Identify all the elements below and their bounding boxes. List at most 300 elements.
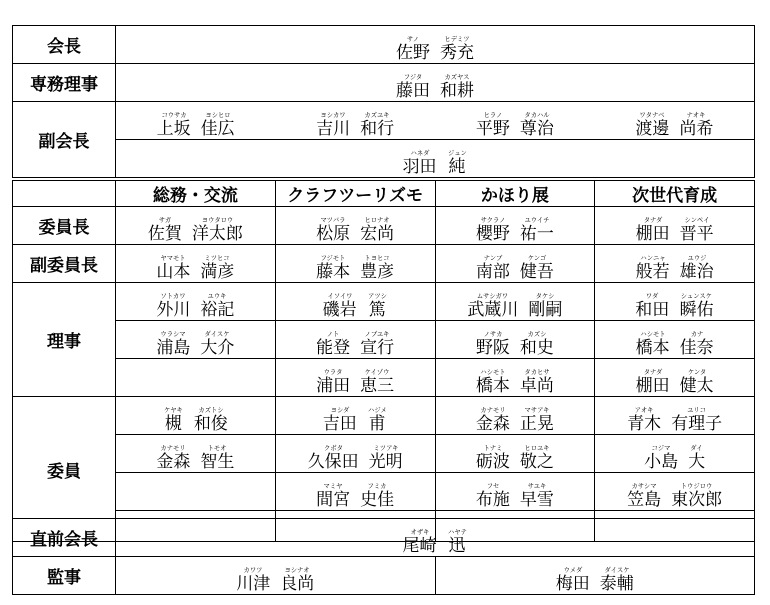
furigana: トナミ [483,444,503,452]
kanji-name: 智生 [200,452,235,472]
surname [476,406,510,434]
furigana: トモオ [207,444,227,452]
kanji-name: 棚田 [635,224,670,244]
surname [403,528,437,556]
managing-director-label: 専務理事 [13,64,116,102]
kanji-name: 金森 [475,414,510,434]
furigana: ハヤテ [447,528,467,536]
person-name [231,566,319,594]
kanji-name: 正晃 [519,414,554,434]
given-name [679,111,713,139]
column-header: クラフツーリズモ [275,181,435,207]
surname [627,482,661,510]
kanji-name: 上坂 [156,119,191,139]
furigana: ハシモト [640,330,666,338]
furigana: フジモト [320,254,346,262]
person-name [471,368,559,396]
kanji-name: 佳広 [200,119,235,139]
furigana: カナモリ [160,444,186,452]
person-name [158,406,233,434]
director-cell [275,359,435,397]
kanji-name: 布施 [475,490,510,510]
surname [635,292,669,320]
kanji-name: 和耕 [440,81,474,101]
given-name [192,216,243,244]
surname [556,566,590,594]
kanji-name: 橋本 [635,338,670,358]
given-name [679,292,714,320]
person-name [391,73,479,101]
kanji-name: 野阪 [475,338,510,358]
furigana: オザキ [410,528,429,536]
furigana: カズユキ [364,111,390,119]
person-name [311,330,399,358]
member-cell [435,397,595,435]
kanji-name: 宏尚 [360,224,395,244]
person-name [311,216,399,244]
surname [644,444,678,472]
person-name [303,444,408,472]
vice-president-cell [275,102,435,140]
kanji-name: 山本 [156,262,191,282]
furigana: ハネダ [410,149,430,157]
column-header: 次世代育成 [595,181,755,207]
vice-chair-label: 副委員長 [13,245,116,283]
member-cell [595,473,755,511]
member-cell [116,397,276,435]
vice-chair-cell [116,245,276,283]
given-name [360,254,394,282]
furigana: ダイ [690,444,703,452]
furigana: ソトカワ [160,292,186,300]
person-name [639,444,710,472]
furigana: カナモリ [480,406,506,414]
kanji-name: 浦島 [156,338,191,358]
vice-president-cell [595,102,755,140]
person-name [622,406,727,434]
surname [157,111,191,139]
surname [636,216,670,244]
person-name [152,111,240,139]
committee-table [12,180,755,542]
director-cell [435,283,595,321]
kanji-name: 雄治 [679,262,714,282]
kanji-name: 藤本 [316,262,351,282]
kanji-name: 尾崎 [402,536,437,556]
furigana: ノサカ [483,330,503,338]
person-name [471,330,559,358]
given-name [520,482,554,510]
furigana: ウラシマ [160,330,186,338]
given-name [688,444,705,472]
kanji-name: 宣行 [360,338,395,358]
surname [476,330,510,358]
surname [316,482,350,510]
surname [635,111,669,139]
member-cell [595,435,755,473]
kanji-name: 早雪 [519,490,554,510]
director-cell [595,283,755,321]
kanji-name: 外川 [156,300,191,320]
furigana: タケシ [535,292,555,300]
given-name [520,111,554,139]
furigana: カナ [690,330,703,338]
member-cell [275,397,435,435]
given-name [360,482,394,510]
furigana: タカハル [524,111,550,119]
kanji-name: 健太 [679,376,714,396]
kanji-name: 健吾 [519,262,554,282]
given-name [680,254,714,282]
furigana: マサアキ [524,406,550,414]
furigana: フジタ [403,73,423,81]
surname [323,292,357,320]
furigana: コジマ [651,444,671,452]
given-name [520,330,554,358]
surname [316,254,350,282]
given-name [440,35,474,63]
kanji-name: 渡邊 [635,119,670,139]
kanji-name: 純 [448,157,466,177]
kanji-name: 能登 [316,338,351,358]
chair-cell [275,207,435,245]
director-cell [435,359,595,397]
furigana: ムサシガワ [477,292,509,300]
given-name [520,216,554,244]
surname [316,330,350,358]
kanji-name: 磯岩 [322,300,357,320]
kanji-name: 大介 [200,338,235,358]
furigana: アツシ [367,292,387,300]
vice-president-label: 副会長 [13,102,116,178]
vice-chair-cell [595,245,755,283]
kanji-name: 金森 [156,452,191,472]
surname [308,444,359,472]
furigana: ダイスケ [204,330,230,338]
kanji-name: 良尚 [280,574,315,594]
person-name [462,292,567,320]
furigana: ヨシカワ [320,111,346,119]
person-name [471,254,559,282]
member-cell [435,473,595,511]
given-name [440,73,474,101]
kanji-name: 櫻野 [475,224,510,244]
surname [316,216,350,244]
given-name [280,566,314,594]
given-name [360,368,394,396]
kanji-name: 佐賀 [147,224,182,244]
managing-director-cell [116,64,755,102]
kanji-name: 尚希 [679,119,714,139]
surname [316,111,350,139]
surname [396,73,430,101]
furigana: ワダ [646,292,659,300]
kanji-name: 般若 [635,262,670,282]
given-name [194,406,228,434]
vice-president-cell [435,102,595,140]
kanji-name: 笠島 [627,490,662,510]
furigana: カサシマ [631,482,657,490]
member-label: 委員 [13,397,116,542]
kanji-name: 久保田 [307,452,359,472]
person-name [631,330,719,358]
furigana: ナンブ [483,254,503,262]
furigana: ヤマモト [160,254,186,262]
past-president-label: 直前会長 [13,519,116,557]
furigana: シュンスケ [681,292,713,300]
kanji-name: 卓尚 [519,376,554,396]
auditor-cell [435,557,755,595]
auditor-label: 監事 [13,557,116,595]
president-cell [116,26,755,64]
furigana: フミカ [367,482,387,490]
kanji-name: 平野 [475,119,510,139]
furigana: ユウキ [207,292,227,300]
surname [156,444,190,472]
furigana: タカヒサ [524,368,550,376]
kanji-name: 青木 [627,414,662,434]
person-name [630,111,718,139]
furigana: ヒロユキ [524,444,550,452]
given-name [367,406,388,434]
kanji-name: 甫 [368,414,386,434]
furigana: ヒロナオ [364,216,390,224]
furigana: ハジメ [367,406,387,414]
director-cell [116,321,276,359]
furigana: マツバラ [320,216,346,224]
furigana: ヨシダ [330,406,350,414]
surname [403,149,437,177]
kanji-name: 佐野 [396,43,430,63]
kanji-name: 瞬佑 [679,300,714,320]
given-name [360,111,394,139]
given-name [200,292,234,320]
furigana: フセ [486,482,500,490]
furigana: ヨシナオ [284,566,310,574]
chair-cell [435,207,595,245]
surname [476,216,510,244]
director-cell [275,283,435,321]
surname [627,406,661,434]
person-name [471,406,559,434]
person-name [398,149,473,177]
given-name [200,444,234,472]
chair-label: 委員長 [13,207,116,245]
person-name [630,292,719,320]
furigana: クボタ [323,444,343,452]
furigana: カズトシ [198,406,224,414]
person-name [151,254,239,282]
person-name [622,482,727,510]
given-name [201,111,235,139]
furigana: ジュン [447,149,467,157]
surname [156,330,190,358]
surname [148,216,182,244]
kanji-name: 裕記 [200,300,235,320]
furigana: タナダ [643,368,662,376]
kanji-name: 秀充 [440,43,474,63]
chair-cell [595,207,755,245]
furigana: ケイゾウ [364,368,390,376]
person-name [631,254,719,282]
surname [636,330,670,358]
given-name [369,444,403,472]
vice-president-cell [116,140,755,178]
director-cell [595,359,755,397]
surname [163,406,184,434]
member-cell [275,473,435,511]
kanji-name: 和史 [519,338,554,358]
surname [476,368,510,396]
furigana: ワタナベ [639,111,665,119]
furigana: ナオキ [686,111,706,119]
furigana: シンペイ [684,216,710,224]
surname [636,254,670,282]
director-cell [116,359,276,397]
given-name [447,528,468,556]
member-cell [435,435,595,473]
kanji-name: 羽田 [402,157,437,177]
surname [156,292,190,320]
given-name [600,566,634,594]
kanji-name: 橋本 [475,376,510,396]
furigana: カワツ [243,566,263,574]
director-cell [116,283,276,321]
furigana: コウサカ [161,111,187,119]
surname [476,482,510,510]
surname [636,368,670,396]
person-name [151,444,239,472]
kanji-name: 藤田 [396,81,430,101]
given-name [447,149,468,177]
furigana: タナダ [643,216,662,224]
furigana: ケヤキ [163,406,183,414]
person-name [398,528,473,556]
furigana: ヨウタロウ [201,216,234,224]
given-name [200,330,234,358]
given-name [528,292,562,320]
furigana: ノト [326,330,340,338]
furigana: トヨヒコ [364,254,390,262]
kanji-name: 有理子 [671,414,723,434]
furigana: ユウイチ [524,216,550,224]
kanji-name: 梅田 [555,574,590,594]
person-name [471,111,559,139]
given-name [360,330,394,358]
surname [316,368,350,396]
kanji-name: 間宮 [316,490,351,510]
kanji-name: 尊治 [519,119,554,139]
given-name [520,406,554,434]
kanji-name: 晋平 [679,224,714,244]
furigana: ノブユキ [364,330,390,338]
furigana: ケンゴ [527,254,547,262]
kanji-name: 浦田 [316,376,351,396]
furigana: ミツヒコ [204,254,230,262]
furigana: ヨシヒロ [205,111,231,119]
furigana: イソイワ [327,292,353,300]
given-name [520,368,554,396]
furigana: カズシ [527,330,547,338]
person-name [631,368,719,396]
furigana: ウメダ [563,566,583,574]
kanji-name: 棚田 [635,376,670,396]
given-name [680,330,714,358]
kanji-name: 光明 [368,452,403,472]
kanji-name: 槻 [164,414,182,434]
furigana: ヒラノ [483,111,503,119]
furigana: ミツアキ [373,444,399,452]
kanji-name: 篤 [368,300,386,320]
kanji-name: 敬之 [519,452,554,472]
chair-cell [116,207,276,245]
surname [467,292,518,320]
kanji-name: 恵三 [360,376,395,396]
kanji-name: 川津 [236,574,271,594]
given-name [680,368,714,396]
furigana: ハンニャ [640,254,666,262]
kanji-name: 史佳 [360,490,395,510]
kanji-name: 小島 [644,452,679,472]
person-name [551,566,639,594]
kanji-name: 吉田 [322,414,357,434]
furigana: ダイスケ [604,566,630,574]
furigana: サクラノ [480,216,506,224]
furigana: ウラタ [323,368,343,376]
vice-president-cell [116,102,276,140]
given-name [520,254,554,282]
given-name [360,216,394,244]
person-name [311,368,399,396]
president-label: 会長 [13,26,116,64]
vice-chair-cell [275,245,435,283]
furigana: マミヤ [323,482,343,490]
furigana: トウジロウ [680,482,713,490]
given-name [680,216,714,244]
director-cell [275,321,435,359]
surname [476,444,510,472]
person-name [318,406,393,434]
furigana: サノ [406,35,420,43]
kanji-name: 和行 [360,119,395,139]
column-header: 総務・交流 [116,181,276,207]
director-label: 理事 [13,283,116,397]
auditor-cell [116,557,436,595]
person-name [471,482,559,510]
kanji-name: 吉川 [316,119,351,139]
furigana: サユキ [527,482,547,490]
kanji-name: 松原 [316,224,351,244]
kanji-name: 砺波 [475,452,510,472]
furigana: ユウジ [687,254,707,262]
kanji-name: 豊彦 [360,262,395,282]
column-header: かほり展 [435,181,595,207]
person-name [311,254,399,282]
furigana: ハシモト [480,368,506,376]
member-cell [595,397,755,435]
person-name [471,216,559,244]
surname [476,254,510,282]
corner-cell [13,181,116,207]
member-cell [275,435,435,473]
past-president-cell [116,519,755,557]
person-name [471,444,559,472]
kanji-name: 剛嗣 [528,300,563,320]
given-name [671,482,722,510]
person-name [318,292,393,320]
surname [396,35,430,63]
kanji-name: 東次郎 [671,490,723,510]
